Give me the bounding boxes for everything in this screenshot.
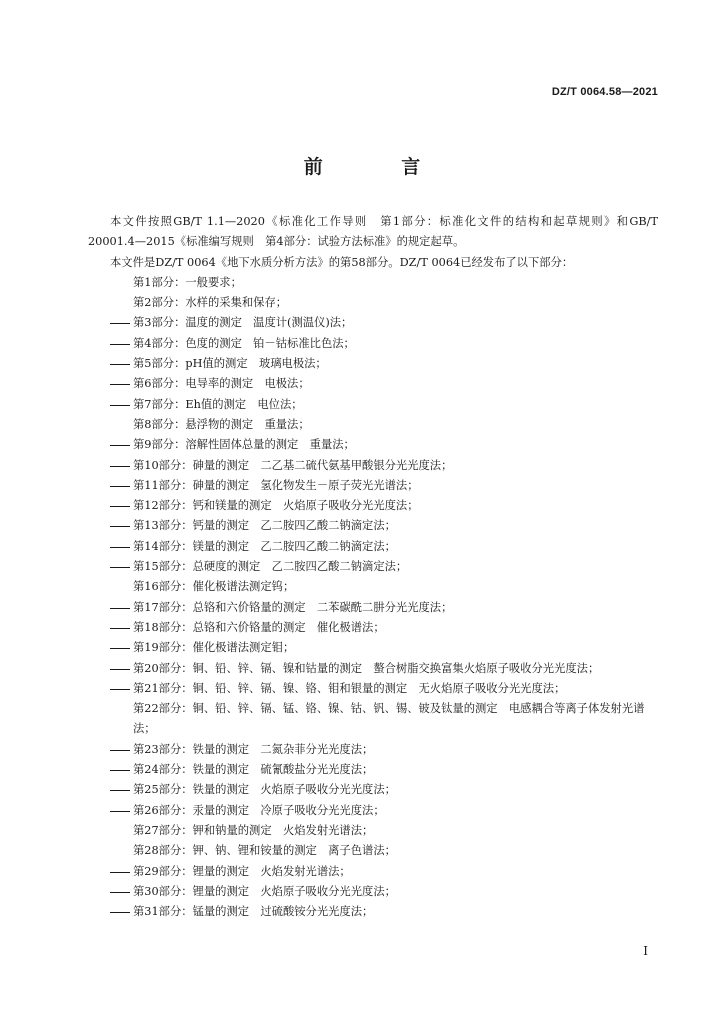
- list-item-text: 第18部分：总铬和六价铬量的测定 催化极谱法；: [133, 620, 385, 634]
- list-item: [88, 435, 658, 455]
- list-item-text: 第19部分：催化极谱法测定钼；: [133, 641, 295, 655]
- list-item-text: 第14部分：镁量的测定 乙二胺四乙酸二钠滴定法；: [133, 539, 396, 553]
- standard-code: DZ/T 0064.58—2021: [551, 86, 658, 98]
- list-item: [88, 679, 658, 699]
- list-item-text: 第3部分：温度的测定 温度计(测温仪)法；: [133, 316, 353, 330]
- list-item-text: 第29部分：锂量的测定 火焰发射光谱法；: [133, 864, 351, 878]
- list-item-text: 第4部分：色度的测定 铂－钴标准比色法；: [133, 336, 355, 350]
- list-item: [88, 882, 658, 902]
- list-item-text: 第5部分：pH值的测定 玻璃电极法；: [133, 357, 327, 371]
- list-item: [88, 740, 658, 760]
- list-item: [88, 699, 658, 740]
- list-item: [88, 618, 658, 638]
- list-item-text: 第28部分：钾、钠、锂和铵量的测定 离子色谱法；: [133, 844, 396, 858]
- list-item: [88, 638, 658, 658]
- list-item: [88, 516, 658, 536]
- list-item: [88, 313, 658, 333]
- list-item-text: 第15部分：总硬度的测定 乙二胺四乙酸二钠滴定法；: [133, 560, 408, 574]
- list-item: [88, 760, 658, 780]
- list-item: [88, 395, 658, 415]
- list-item-text: 第8部分：悬浮物的测定 重量法；: [133, 417, 310, 431]
- list-item: [88, 496, 658, 516]
- list-item-text: 第17部分：总铬和六价铬量的测定 二苯碳酰二肼分光光度法；: [133, 600, 453, 614]
- list-item: [88, 780, 658, 800]
- intro-paragraph: 本文件是DZ/T 0064《地下水质分析方法》的第58部分。DZ/T 0064已经发布了以下部分：: [110, 255, 574, 269]
- list-item-text: 第2部分：水样的采集和保存；: [133, 296, 288, 310]
- list-item: [88, 537, 658, 557]
- list-item-text: 第6部分：电导率的测定 电极法；: [133, 377, 310, 391]
- list-item: [88, 293, 658, 313]
- list-item: [88, 902, 658, 922]
- list-item: [88, 801, 658, 821]
- intro-paragraph: 本文件按照GB/T 1.1—2020《标准化工作导则 第1部分：标准化文件的结构和起草规则》和GB/T 20001.4—2015《标准编写规则 第4部分：试验方法标准》的规定起草。: [88, 215, 658, 249]
- list-item-text: 第1部分：一般要求；: [133, 275, 242, 289]
- list-item-text: 第23部分：铁量的测定 二氮杂菲分光光度法；: [133, 742, 374, 756]
- list-item: [88, 821, 658, 841]
- page-title: 前 言: [303, 156, 457, 178]
- list-item: [88, 334, 658, 354]
- list-item: [88, 577, 658, 597]
- list-item: [88, 862, 658, 882]
- list-item-text: 第22部分：铜、铅、锌、镉、锰、铬、镍、钴、钒、锡、铍及钛量的测定 电感耦合等离子体发射光谱法；: [133, 702, 645, 736]
- list-item-text: 第12部分：钙和镁量的测定 火焰原子吸收分光光度法；: [133, 499, 419, 513]
- list-item-text: 第24部分：铁量的测定 硫氰酸盐分光光度法；: [133, 763, 374, 777]
- list-item-text: 第16部分：催化极谱法测定钨；: [133, 580, 295, 594]
- list-item: [88, 557, 658, 577]
- page-number: I: [643, 944, 648, 958]
- list-item-text: 第25部分：铁量的测定 火焰原子吸收分光光度法；: [133, 783, 396, 797]
- list-item-text: 第20部分：铜、铅、锌、镉、镍和钴量的测定 螯合树脂交换富集火焰原子吸收分光光度法；: [133, 661, 600, 675]
- list-item-text: 第11部分：砷量的测定 氢化物发生－原子荧光光谱法；: [133, 478, 419, 492]
- list-item: [88, 659, 658, 679]
- list-item-text: 第30部分：锂量的测定 火焰原子吸收分光光度法；: [133, 884, 396, 898]
- list-item-text: 第7部分：Eh值的测定 电位法；: [133, 397, 303, 411]
- list-item-text: 第26部分：汞量的测定 冷原子吸收分光光度法；: [133, 803, 385, 817]
- list-item-text: 第27部分：钾和钠量的测定 火焰发射光谱法；: [133, 823, 374, 837]
- list-item: [88, 374, 658, 394]
- list-item: [88, 354, 658, 374]
- list-item: [88, 273, 658, 293]
- list-item: [88, 841, 658, 861]
- body-text: [88, 212, 658, 922]
- list-item: [88, 598, 658, 618]
- list-item-text: 第21部分：铜、铅、锌、镉、镍、铬、钼和银量的测定 无火焰原子吸收分光光度法；: [133, 681, 566, 695]
- list-item-text: 第13部分：钙量的测定 乙二胺四乙酸二钠滴定法；: [133, 519, 396, 533]
- list-item-text: 第31部分：锰量的测定 过硫酸铵分光光度法；: [133, 905, 374, 919]
- list-item-text: 第9部分：溶解性固体总量的测定 重量法；: [133, 438, 355, 452]
- list-item: [88, 456, 658, 476]
- list-item-text: 第10部分：砷量的测定 二乙基二硫代氨基甲酸银分光光度法；: [133, 458, 453, 472]
- list-item: [88, 415, 658, 435]
- parts-list: [88, 273, 658, 923]
- list-item: [88, 476, 658, 496]
